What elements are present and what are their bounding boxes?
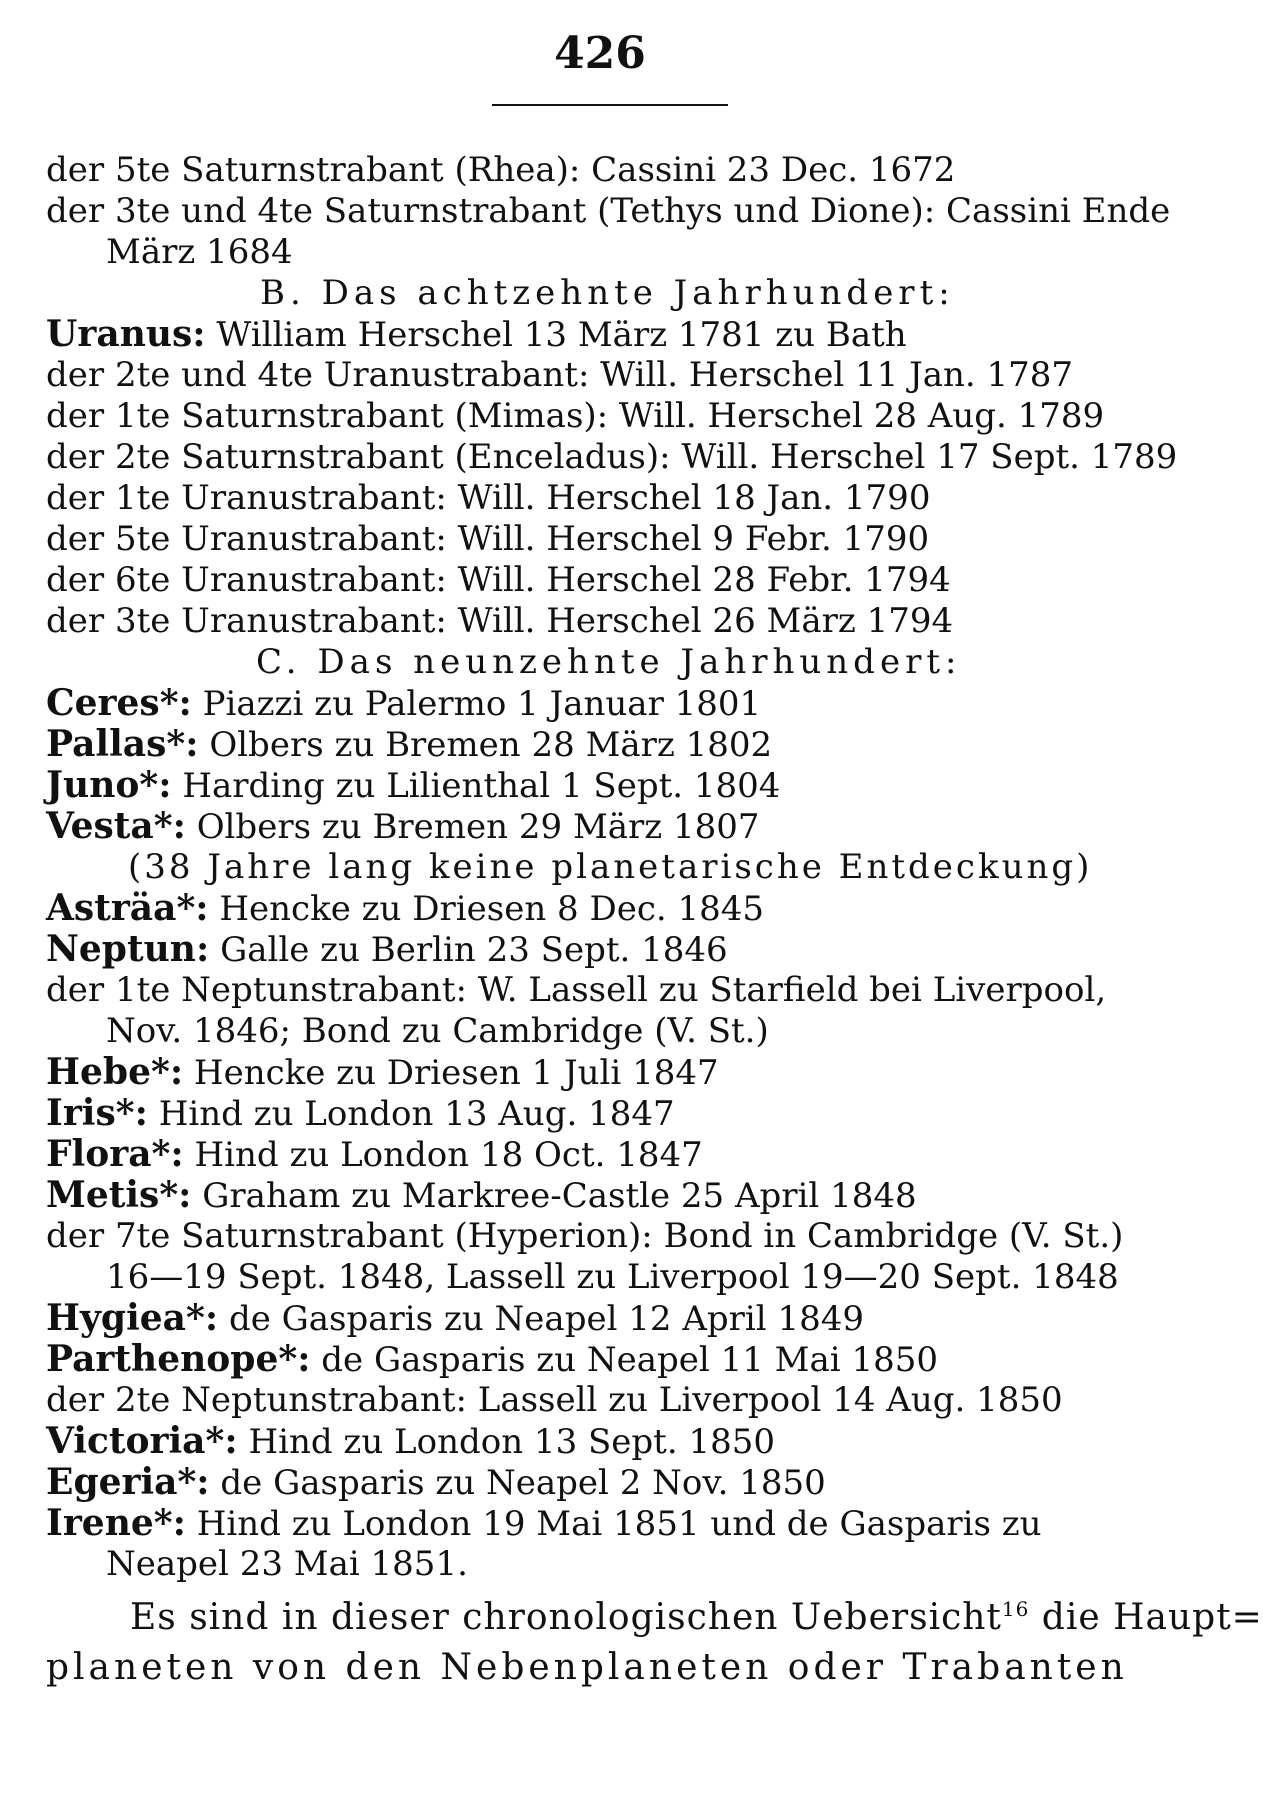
list-item: der 2te Saturnstrabant (Enceladus): Will. Herschel 17 Sept. 1789 (46, 437, 1178, 477)
planet-name: Neptun: (46, 928, 210, 970)
list-item (46, 765, 1168, 806)
list-item (46, 1462, 1168, 1503)
discovery-detail: Graham zu Markree-Castle 25 April 1848 (202, 1176, 917, 1216)
list-item: der 3te Uranustrabant: Will. Herschel 26 März 1794 (46, 601, 954, 641)
list-item: der 1te Saturnstrabant (Mimas): Will. Herschel 28 Aug. 1789 (46, 396, 1105, 436)
paragraph-text: Es sind in dieser chronologischen Uebersicht (130, 1597, 1002, 1638)
planet-name: Asträa*: (46, 887, 209, 929)
discovery-detail: William Herschel 13 März 1781 zu Bath (216, 315, 907, 355)
header-rule (492, 104, 728, 106)
list-item (46, 724, 1168, 765)
discovery-detail: Hind zu London 13 Aug. 1847 (158, 1094, 675, 1134)
discovery-detail: Hind zu London 19 Mai 1851 und de Gasparis zu (196, 1504, 1042, 1544)
list-item: der 1te Neptunstrabant: W. Lassell zu Starfield bei Liverpool, (46, 970, 1107, 1010)
planet-name: Metis*: (46, 1174, 192, 1216)
discovery-detail: Hind zu London 18 Oct. 1847 (194, 1135, 703, 1175)
planet-name: Uranus: (46, 313, 206, 355)
planet-name: Flora*: (46, 1133, 184, 1175)
planet-name: Ceres*: (46, 682, 192, 724)
discovery-detail: Olbers zu Bremen 29 März 1807 (196, 807, 760, 847)
discovery-detail: Hind zu London 13 Sept. 1850 (248, 1422, 775, 1462)
list-item: der 1te Uranustrabant: Will. Herschel 18 Jan. 1790 (46, 478, 931, 518)
planet-name: Iris*: (46, 1092, 148, 1134)
discovery-detail: Piazzi zu Palermo 1 Januar 1801 (202, 684, 762, 724)
list-item (46, 1093, 1168, 1134)
discovery-detail: Hencke zu Driesen 1 Juli 1847 (193, 1053, 719, 1093)
list-item (46, 683, 1168, 724)
list-item: 16—19 Sept. 1848, Lassell zu Liverpool 19—20 Sept. 1848 (106, 1257, 1119, 1297)
list-item (46, 1052, 1168, 1093)
discovery-detail: de Gasparis zu Neapel 2 Nov. 1850 (220, 1463, 826, 1503)
list-item: Neapel 23 Mai 1851. (106, 1544, 468, 1584)
planet-name: Victoria*: (46, 1420, 238, 1462)
discovery-detail: de Gasparis zu Neapel 11 Mai 1850 (321, 1340, 938, 1380)
page-number: 426 (554, 28, 646, 79)
page-body (46, 150, 1263, 1693)
list-item: der 2te und 4te Uranustrabant: Will. Herschel 11 Jan. 1787 (46, 355, 1074, 395)
planet-name: Parthenope*: (46, 1338, 311, 1380)
section-heading: B. Das achtzehnte Jahrhundert: (260, 273, 955, 313)
list-item: der 3te und 4te Saturnstrabant (Tethys und Dione): Cassini Ende (46, 191, 1171, 231)
planet-name: Hebe*: (46, 1051, 184, 1093)
discovery-detail: Hencke zu Driesen 8 Dec. 1845 (219, 889, 765, 929)
list-item: der 5te Uranustrabant: Will. Herschel 9 Febr. 1790 (46, 519, 930, 559)
list-item (46, 806, 1168, 847)
list-item (46, 1134, 1168, 1175)
paragraph-line-2: planeten von den Nebenplaneten oder Trabanten (46, 1647, 1128, 1688)
discovery-detail: Olbers zu Bremen 28 März 1802 (209, 725, 773, 765)
discovery-detail: Galle zu Berlin 23 Sept. 1846 (220, 930, 728, 970)
section-heading: C. Das neunzehnte Jahrhundert: (256, 642, 962, 682)
list-item: Nov. 1846; Bond zu Cambridge (V. St.) (106, 1011, 769, 1051)
list-item: der 7te Saturnstrabant (Hyperion): Bond in Cambridge (V. St.) (46, 1216, 1124, 1256)
discovery-list (46, 150, 1178, 1585)
list-item (46, 1503, 1168, 1544)
planet-name: Juno*: (46, 764, 172, 806)
planet-name: Pallas*: (46, 723, 199, 765)
discovery-detail: de Gasparis zu Neapel 12 April 1849 (228, 1299, 864, 1339)
paragraph-line-1 (46, 1593, 1263, 1643)
planet-name: Irene*: (46, 1502, 186, 1544)
discovery-detail: Harding zu Lilienthal 1 Sept. 1804 (182, 766, 781, 806)
list-item (46, 1339, 1168, 1380)
list-item: der 6te Uranustrabant: Will. Herschel 28 Febr. 1794 (46, 560, 951, 600)
aside-note: (38 Jahre lang keine planetarische Entdeckung) (128, 847, 1093, 887)
list-item (46, 1298, 1168, 1339)
list-item: März 1684 (106, 232, 293, 272)
planet-name: Vesta*: (46, 805, 186, 847)
list-item: der 2te Neptunstrabant: Lassell zu Liverpool 14 Aug. 1850 (46, 1380, 1063, 1420)
list-item: der 5te Saturnstrabant (Rhea): Cassini 23 Dec. 1672 (46, 150, 956, 190)
planet-name: Egeria*: (46, 1461, 210, 1503)
footnote-marker[interactable]: 16 (1001, 1597, 1030, 1621)
list-item (46, 929, 1168, 970)
planet-name: Hygiea*: (46, 1297, 219, 1339)
list-item (46, 888, 1168, 929)
list-item (46, 1175, 1168, 1216)
paragraph-text: die Haupt= (1029, 1597, 1263, 1638)
list-item (46, 314, 1168, 355)
list-item (46, 1421, 1168, 1462)
